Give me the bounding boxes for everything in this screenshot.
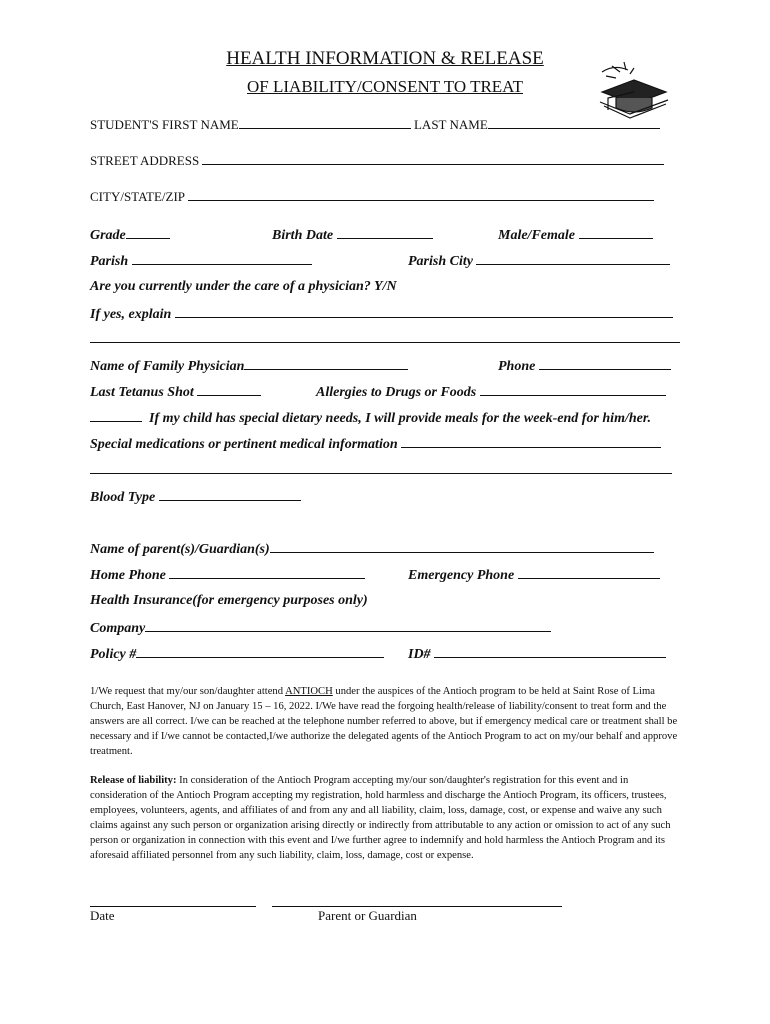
medications-line-2[interactable] <box>90 461 672 474</box>
consent-paragraph <box>90 684 682 759</box>
guardian-label: Name of parent(s)/Guardian(s) <box>90 542 270 557</box>
home-phone-field[interactable] <box>90 566 365 584</box>
parish-line[interactable] <box>132 252 312 265</box>
insurance-label: Health Insurance(for emergency purposes only) <box>90 593 368 608</box>
emergency-phone-line[interactable] <box>518 566 660 579</box>
home-phone-line[interactable] <box>169 566 365 579</box>
family-physician-line[interactable] <box>244 357 408 370</box>
medications-label: Special medications or pertinent medical information <box>90 437 398 452</box>
id-field[interactable] <box>408 645 666 663</box>
emergency-phone-label: Emergency Phone <box>408 568 515 583</box>
parent-signature-line[interactable] <box>272 894 562 907</box>
phone-label: Phone <box>498 359 536 374</box>
explain-line-2[interactable] <box>90 330 680 343</box>
policy-field[interactable] <box>90 645 384 663</box>
parish-city-field[interactable] <box>408 252 670 270</box>
parish-field[interactable] <box>90 252 312 270</box>
tetanus-label: Last Tetanus Shot <box>90 385 194 400</box>
last-name-line[interactable] <box>488 116 660 129</box>
explain-line[interactable] <box>175 305 673 318</box>
consent-text-2: under the auspices of the Antioch program to be held at Saint Rose of Lima Church, East Hanover, NJ on January 15 – 16, 2022. I/We have read the forgoing health/release of liability/consent to treat form and the answers are all correct. I/we can be reached at the telephone number referred to above, but if emergency medical care or treatment shall be necessary and if I/we cannot be contacted,I/we authorize the delegated agents of the Antioch Program to act on my/our behalf and approve treatment. <box>90 686 678 758</box>
physician-care-question: Are you currently under the care of a physician? Y/N <box>90 279 397 294</box>
allergies-field[interactable] <box>316 383 666 401</box>
policy-label: Policy # <box>90 647 137 662</box>
guardian-field[interactable] <box>90 540 654 558</box>
allergies-label: Allergies to Drugs or Foods <box>316 385 477 400</box>
parish-city-label: Parish City <box>408 254 473 269</box>
policy-line[interactable] <box>136 645 384 658</box>
tetanus-field[interactable] <box>90 383 261 401</box>
explain-field[interactable] <box>90 305 673 323</box>
street-address-field[interactable] <box>90 152 664 169</box>
company-field[interactable] <box>90 619 551 637</box>
allergies-line[interactable] <box>480 383 666 396</box>
company-line[interactable] <box>145 619 551 632</box>
family-physician-field[interactable] <box>90 357 408 375</box>
first-name-field[interactable] <box>90 116 660 133</box>
street-line[interactable] <box>202 152 664 165</box>
phone-field[interactable] <box>498 357 671 375</box>
first-name-label: STUDENT'S FIRST NAME <box>90 117 239 132</box>
phone-line[interactable] <box>539 357 671 370</box>
blood-type-label: Blood Type <box>90 490 156 505</box>
city-state-zip-field[interactable] <box>90 188 654 205</box>
graduation-cap-book-icon <box>594 58 674 122</box>
antioch-underlined: ANTIOCH <box>285 686 333 697</box>
city-line[interactable] <box>188 188 654 201</box>
id-line[interactable] <box>434 645 666 658</box>
tetanus-line[interactable] <box>197 383 261 396</box>
gender-field[interactable] <box>498 226 653 244</box>
grade-label: Grade <box>90 228 126 243</box>
medications-line[interactable] <box>401 435 661 448</box>
grade-line[interactable] <box>126 226 170 239</box>
birth-date-line[interactable] <box>337 226 433 239</box>
explain-label: If yes, explain <box>90 307 172 322</box>
medications-field[interactable] <box>90 435 661 453</box>
guardian-line[interactable] <box>270 540 654 553</box>
parent-guardian-label: Parent or Guardian <box>318 908 417 923</box>
release-paragraph <box>90 773 682 864</box>
last-name-label: LAST NAME <box>413 117 488 132</box>
city-label: CITY/STATE/ZIP <box>90 189 185 204</box>
street-label: STREET ADDRESS <box>90 153 200 168</box>
emergency-phone-field[interactable] <box>408 566 660 584</box>
first-name-line[interactable] <box>239 116 411 129</box>
home-phone-label: Home Phone <box>90 568 166 583</box>
gender-label: Male/Female <box>498 228 575 243</box>
dietary-field[interactable] <box>90 409 651 427</box>
date-label: Date <box>90 908 115 923</box>
grade-field[interactable] <box>90 226 170 244</box>
blood-type-field[interactable] <box>90 488 301 506</box>
form-title: HEALTH INFORMATION & RELEASE <box>226 48 544 69</box>
dietary-check-line[interactable] <box>90 409 142 422</box>
release-label: Release of liability: <box>90 775 177 786</box>
parish-label: Parish <box>90 254 129 269</box>
dietary-statement: If my child has special dietary needs, I will provide meals for the week-end for him/her. <box>149 411 652 426</box>
date-signature-line[interactable] <box>90 894 256 907</box>
release-text: In consideration of the Antioch Program accepting my/our son/daughter's registration for this event and in consideration of the Antioch Program accepting my registration, hold harmless and discharge the Antioch Program, its officers, trustees, employees, volunteers, agents, and affiliates of and from any and all liability, claim, loss, damage, cost, or expense and waive any such claims against any such person or organization arising directly or indirectly from attributable to any action or omission to act of any such person or organization in connection with this event and I/we further agree to indemnify and hold harmless the Antioch Program and its aforesaid affiliated personnel from any such liability, claim, loss, damage, cost or expense. <box>90 775 671 862</box>
parish-city-line[interactable] <box>476 252 670 265</box>
blood-type-line[interactable] <box>159 488 301 501</box>
id-label: ID# <box>408 647 431 662</box>
consent-text-1: 1/We request that my/our son/daughter attend <box>90 686 286 697</box>
birth-date-field[interactable] <box>272 226 433 244</box>
gender-line[interactable] <box>579 226 653 239</box>
company-label: Company <box>90 621 146 636</box>
family-physician-label: Name of Family Physician <box>90 359 245 374</box>
birth-date-label: Birth Date <box>272 228 334 243</box>
form-subtitle: OF LIABILITY/CONSENT TO TREAT <box>247 77 523 96</box>
